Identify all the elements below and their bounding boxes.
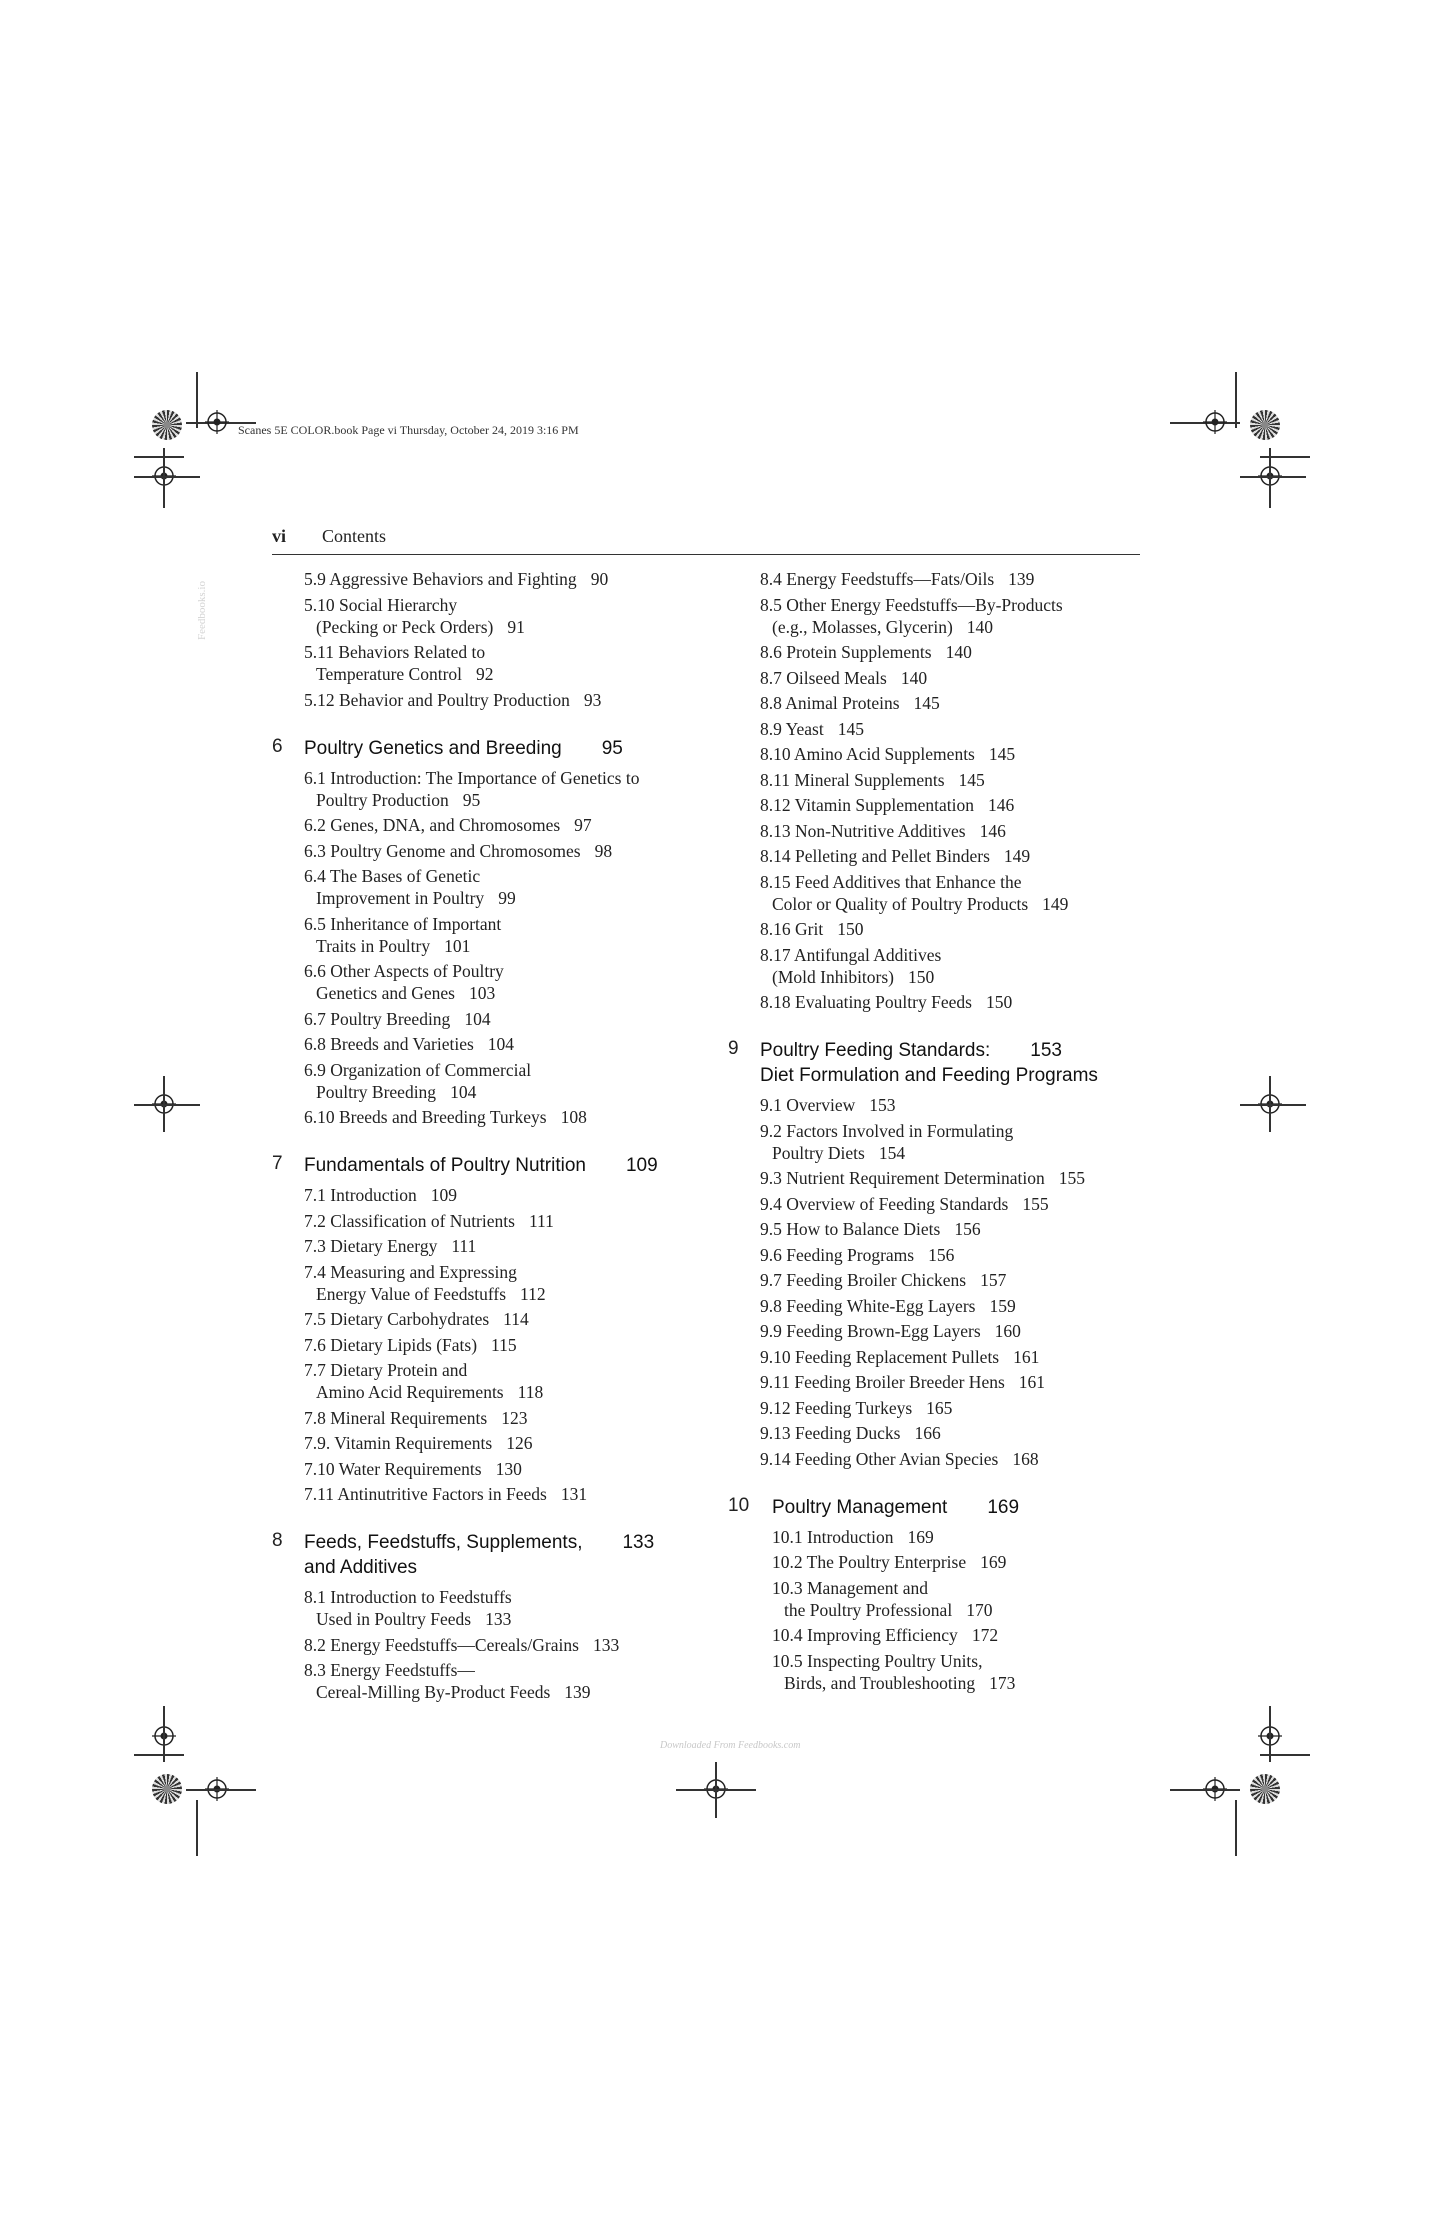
entry-title: 8.18 Evaluating Poultry Feeds: [760, 992, 972, 1012]
toc-entry: [272, 960, 692, 1004]
toc-entry: [272, 1407, 692, 1429]
entry-title: 10.1 Introduction: [772, 1526, 894, 1547]
entry-page: 153: [869, 1095, 896, 1115]
entry-page: 104: [450, 1081, 477, 1102]
entry-title-cont: Temperature Control: [316, 664, 463, 684]
entry-title: 9.1 Overview: [760, 1095, 856, 1115]
entry-title: 6.1 Introduction: The Importance of Genetics to: [304, 767, 640, 788]
entry-title-cont: (Mold Inhibitors): [772, 966, 895, 987]
entry-title: 9.10 Feeding Replacement Pullets: [760, 1346, 1000, 1367]
toc-entry: [272, 865, 692, 909]
entry-page: 139: [1008, 569, 1035, 589]
entry-title-cont: (Pecking or Peck Orders): [316, 616, 494, 637]
crop-mark: [196, 1800, 198, 1856]
toc-entry: [272, 1659, 692, 1703]
toc-entry: [728, 820, 1143, 842]
chapter-number: 9: [728, 1038, 739, 1059]
entry-title: 7.11 Antinutritive Factors in Feeds: [304, 1484, 547, 1504]
entry-page: 173: [989, 1672, 1016, 1693]
entry-title: 9.4 Overview of Feeding Standards: [760, 1193, 1009, 1214]
entry-page: 91: [507, 616, 525, 637]
toc-entry: [272, 689, 692, 711]
chapter-title: Poultry Genetics and Breeding: [304, 737, 562, 759]
entry-title: 10.3 Management and: [772, 1577, 928, 1598]
toc-entry: [728, 1448, 1143, 1470]
toc-entry: [272, 1359, 692, 1403]
toc-entry: [272, 1033, 692, 1055]
crop-mark: [1240, 1104, 1306, 1106]
color-rosette-icon: [1250, 410, 1280, 440]
entry-title-cont: Birds, and Troubleshooting: [784, 1672, 976, 1693]
entry-page: 99: [498, 888, 516, 908]
crop-mark: [715, 1762, 717, 1818]
toc-entry: [728, 1167, 1143, 1189]
chapter-number: 8: [272, 1530, 283, 1551]
entry-title: 8.8 Animal Proteins: [760, 693, 900, 713]
entry-page: 92: [476, 664, 494, 684]
entry-page: 118: [517, 1382, 544, 1402]
toc-entry: [728, 1218, 1143, 1240]
entry-title: 7.4 Measuring and Expressing: [304, 1261, 517, 1282]
entry-title: 5.12 Behavior and Poultry Production: [304, 689, 570, 710]
entry-page: 156: [928, 1244, 955, 1265]
registration-crosshair-icon: [1203, 410, 1227, 434]
toc-entry: [728, 568, 1143, 590]
toc-entry: [728, 1526, 1143, 1548]
entry-title: 8.4 Energy Feedstuffs—Fats/Oils: [760, 569, 995, 589]
entry-page: 112: [520, 1283, 546, 1304]
toc-entry: [272, 568, 692, 590]
entry-page: 90: [590, 569, 609, 589]
entry-title: 8.14 Pelleting and Pellet Binders: [760, 846, 990, 866]
entry-page: 104: [464, 1008, 491, 1029]
entry-page: 130: [495, 1458, 522, 1479]
entry-page: 150: [908, 966, 935, 987]
entry-page: 170: [966, 1599, 993, 1620]
entry-page: 149: [1003, 846, 1031, 866]
toc-entry: [272, 1261, 692, 1305]
entry-page: 157: [980, 1270, 1007, 1290]
crop-mark: [1269, 1076, 1271, 1132]
toc-entry: [728, 794, 1143, 816]
entry-page: 166: [914, 1423, 941, 1443]
entry-page: 93: [583, 689, 602, 710]
toc-entry: [272, 1235, 692, 1257]
entry-title: 6.7 Poultry Breeding: [304, 1008, 451, 1029]
entry-page: 161: [1018, 1372, 1046, 1392]
chapter-page: 133: [622, 1532, 655, 1553]
crop-mark: [163, 1076, 165, 1132]
chapter-number: 7: [272, 1153, 283, 1174]
entry-title: 10.5 Inspecting Poultry Units,: [772, 1650, 983, 1671]
entry-title: 5.10 Social Hierarchy: [304, 594, 458, 615]
entry-title: 7.8 Mineral Requirements: [304, 1407, 488, 1428]
toc-entry: [272, 767, 692, 811]
toc-entry: [728, 1346, 1143, 1368]
page-folio: vi: [272, 526, 287, 546]
chapter-heading: [272, 736, 692, 761]
entry-page: 131: [560, 1484, 588, 1504]
toc-entry: [728, 594, 1143, 638]
entry-title: 8.10 Amino Acid Supplements: [760, 744, 975, 764]
entry-title: 8.11 Mineral Supplements: [760, 769, 945, 790]
toc-entry: [728, 743, 1143, 765]
crop-mark: [134, 456, 184, 458]
entry-page: 133: [485, 1609, 512, 1629]
entry-title: 9.3 Nutrient Requirement Determination: [760, 1168, 1045, 1188]
entry-title: 8.2 Energy Feedstuffs—Cereals/Grains: [304, 1634, 579, 1655]
running-head: [272, 526, 1140, 555]
toc-entry: [272, 1432, 692, 1454]
entry-page: 172: [971, 1625, 999, 1645]
entry-title-cont: Traits in Poultry: [316, 935, 431, 956]
entry-title-cont: Poultry Breeding: [316, 1081, 437, 1102]
entry-title: 7.3 Dietary Energy: [304, 1236, 438, 1256]
entry-page: 108: [560, 1107, 587, 1127]
toc-entry: [272, 1458, 692, 1480]
chapter-title-cont: Diet Formulation and Feeding Programs: [760, 1065, 1098, 1086]
chapter-title: Poultry Management: [772, 1496, 948, 1518]
toc-entry: [272, 913, 692, 957]
entry-page: 101: [444, 935, 471, 956]
entry-page: 98: [594, 840, 613, 861]
entry-title: 8.5 Other Energy Feedstuffs—By-Products: [760, 594, 1063, 615]
entry-page: 145: [958, 769, 985, 790]
entry-title: 6.2 Genes, DNA, and Chromosomes: [304, 815, 561, 835]
toc-entry: [728, 1269, 1143, 1291]
toc-entry: [272, 1106, 692, 1128]
chapter-title-cont: and Additives: [304, 1557, 418, 1578]
entry-title: 7.9. Vitamin Requirements: [304, 1433, 493, 1453]
entry-title-cont: Energy Value of Feedstuffs: [316, 1283, 507, 1304]
entry-page: 133: [592, 1634, 620, 1655]
toc-entry: [728, 1371, 1143, 1393]
entry-page: 140: [900, 667, 928, 688]
entry-title: 5.9 Aggressive Behaviors and Fighting: [304, 569, 577, 589]
entry-page: 165: [926, 1397, 953, 1418]
toc-entry: [272, 1586, 692, 1630]
toc-entry: [728, 1244, 1143, 1266]
entry-page: 161: [1013, 1346, 1040, 1367]
toc-entry: [728, 1120, 1143, 1164]
entry-title: 8.6 Protein Supplements: [760, 642, 932, 662]
entry-title: 9.2 Factors Involved in Formulating: [760, 1120, 1014, 1141]
crop-mark: [1235, 372, 1237, 428]
toc-entry: [272, 1483, 692, 1505]
entry-page: 146: [987, 795, 1015, 815]
entry-title: 7.1 Introduction: [304, 1185, 417, 1205]
entry-title: 9.7 Feeding Broiler Chickens: [760, 1270, 967, 1290]
crop-mark: [1235, 1800, 1237, 1856]
entry-title-cont: Poultry Production: [316, 789, 449, 810]
toc-entry: [272, 641, 692, 685]
crop-mark: [1260, 1754, 1310, 1756]
chapter-page: 109: [625, 1155, 658, 1176]
chapter-heading: [272, 1530, 692, 1580]
entry-page: 146: [979, 820, 1006, 841]
toc-entry: [728, 944, 1143, 988]
toc-entry: [728, 1295, 1143, 1317]
crop-mark: [196, 372, 198, 428]
entry-title: 8.7 Oilseed Meals: [760, 667, 887, 688]
entry-title: 9.13 Feeding Ducks: [760, 1423, 901, 1443]
entry-title: 7.2 Classification of Nutrients: [304, 1210, 515, 1231]
entry-title: 8.15 Feed Additives that Enhance the: [760, 871, 1022, 892]
toc-entry: [728, 1397, 1143, 1419]
entry-page: 150: [837, 919, 864, 939]
chapter-title: Feeds, Feedstuffs, Supplements,: [304, 1532, 583, 1553]
entry-page: 160: [994, 1321, 1021, 1341]
entry-title: 6.10 Breeds and Breeding Turkeys: [304, 1107, 547, 1127]
toc-entry: [728, 845, 1143, 867]
entry-page: 159: [989, 1295, 1016, 1316]
entry-title: 8.3 Energy Feedstuffs—: [304, 1660, 475, 1680]
entry-title: 9.6 Feeding Programs: [760, 1244, 915, 1265]
toc-entry: [272, 814, 692, 836]
print-slug: Scanes 5E COLOR.book Page vi Thursday, October 24, 2019 3:16 PM: [238, 423, 579, 437]
entry-page: 168: [1012, 1448, 1039, 1469]
chapter-page: 169: [987, 1496, 1020, 1518]
entry-page: 95: [462, 789, 481, 810]
entry-title-cont: Used in Poultry Feeds: [316, 1609, 472, 1629]
toc-entry: [728, 667, 1143, 689]
toc-entry: [728, 1193, 1143, 1215]
entry-page: 111: [451, 1236, 477, 1256]
entry-title-cont: Amino Acid Requirements: [316, 1382, 504, 1402]
entry-page: 169: [980, 1552, 1007, 1572]
crop-mark: [134, 1754, 184, 1756]
entry-title: 6.6 Other Aspects of Poultry: [304, 961, 504, 981]
entry-title: 10.4 Improving Efficiency: [772, 1625, 958, 1645]
entry-title-cont: the Poultry Professional: [784, 1599, 953, 1620]
entry-page: 140: [945, 642, 972, 662]
entry-page: 145: [837, 718, 864, 739]
toc-column-right: [728, 568, 1143, 1697]
toc-entry: [728, 692, 1143, 714]
toc-entry: [272, 1059, 692, 1103]
entry-title: 9.11 Feeding Broiler Breeder Hens: [760, 1372, 1005, 1392]
entry-title: 9.9 Feeding Brown-Egg Layers: [760, 1321, 981, 1341]
entry-title: 6.8 Breeds and Varieties: [304, 1034, 474, 1054]
entry-title: 6.4 The Bases of Genetic: [304, 866, 481, 886]
entry-title: 6.9 Organization of Commercial: [304, 1059, 532, 1080]
entry-title-cont: Improvement in Poultry: [316, 888, 485, 908]
toc-entry: [728, 1422, 1143, 1444]
entry-page: 115: [491, 1334, 517, 1355]
crop-mark: [134, 476, 200, 478]
toc-entry: [272, 1308, 692, 1330]
entry-page: 109: [430, 1185, 458, 1205]
toc-entry: [272, 1334, 692, 1356]
color-rosette-icon: [1250, 1774, 1280, 1804]
entry-title: 8.17 Antifungal Additives: [760, 944, 942, 965]
entry-title-cont: Color or Quality of Poultry Products: [772, 893, 1029, 914]
toc-entry: [272, 1184, 692, 1206]
crop-mark: [163, 448, 165, 508]
crop-mark: [1240, 476, 1306, 478]
entry-page: 114: [503, 1309, 529, 1329]
crop-mark: [1170, 1789, 1240, 1791]
entry-title: 9.14 Feeding Other Avian Species: [760, 1448, 999, 1469]
toc-entry: [272, 1210, 692, 1232]
toc-entry: [728, 1650, 1143, 1694]
entry-page: 155: [1022, 1193, 1049, 1214]
entry-title: 7.7 Dietary Protein and: [304, 1360, 468, 1380]
toc-entry: [728, 641, 1143, 663]
chapter-page: 95: [601, 737, 623, 759]
entry-page: 97: [574, 815, 592, 835]
chapter-number: 6: [272, 735, 283, 757]
toc-entry: [728, 1577, 1143, 1621]
toc-column-left: [272, 568, 692, 1707]
entry-page: 150: [985, 992, 1013, 1012]
entry-page: 155: [1058, 1168, 1086, 1188]
entry-page: 104: [487, 1034, 515, 1054]
entry-page: 139: [564, 1682, 591, 1702]
entry-title: 8.16 Grit: [760, 919, 824, 939]
toc-entry: [728, 769, 1143, 791]
entry-title-cont: Poultry Diets: [772, 1142, 865, 1163]
entry-title: 6.5 Inheritance of Important: [304, 913, 502, 934]
color-rosette-icon: [152, 1774, 182, 1804]
entry-title: 8.12 Vitamin Supplementation: [760, 795, 974, 815]
entry-title-cont: (e.g., Molasses, Glycerin): [772, 616, 953, 637]
crop-mark: [186, 1789, 256, 1791]
entry-page: 103: [468, 983, 496, 1003]
entry-title-cont: Genetics and Genes: [316, 983, 455, 1003]
entry-title: 8.1 Introduction to Feedstuffs: [304, 1587, 512, 1607]
toc-entry: [272, 1634, 692, 1656]
entry-title-cont: Cereal-Milling By-Product Feeds: [316, 1682, 551, 1702]
chapter-title: Fundamentals of Poultry Nutrition: [304, 1155, 586, 1176]
registration-crosshair-icon: [205, 410, 229, 434]
entry-title: 7.6 Dietary Lipids (Fats): [304, 1334, 478, 1355]
toc-entry: [272, 1008, 692, 1030]
color-rosette-icon: [152, 410, 182, 440]
entry-page: 145: [988, 744, 1016, 764]
side-watermark: Feedbooks.io: [196, 581, 208, 640]
toc-entry: [728, 991, 1143, 1013]
entry-title: 9.8 Feeding White-Egg Layers: [760, 1295, 976, 1316]
chapter-heading: [728, 1038, 1143, 1088]
toc-entry: [728, 1551, 1143, 1573]
chapter-heading: [728, 1495, 1143, 1520]
entry-title: 9.5 How to Balance Diets: [760, 1219, 941, 1239]
toc-entry: [728, 918, 1143, 940]
crop-mark: [1269, 448, 1271, 508]
entry-page: 169: [907, 1526, 934, 1547]
entry-title: 5.11 Behaviors Related to: [304, 642, 486, 662]
toc-entry: [272, 594, 692, 638]
running-head-title: Contents: [322, 526, 387, 546]
entry-page: 140: [966, 616, 994, 637]
entry-page: 154: [878, 1142, 906, 1163]
entry-title: 8.9 Yeast: [760, 718, 824, 739]
crop-mark: [1260, 456, 1310, 458]
chapter-heading: [272, 1153, 692, 1178]
entry-page: 145: [913, 693, 940, 713]
crop-mark: [134, 1104, 200, 1106]
entry-title: 9.12 Feeding Turkeys: [760, 1397, 913, 1418]
entry-title: 10.2 The Poultry Enterprise: [772, 1552, 967, 1572]
entry-page: 156: [954, 1219, 981, 1239]
entry-title: 8.13 Non-Nutritive Additives: [760, 820, 966, 841]
entry-title: 7.10 Water Requirements: [304, 1458, 482, 1479]
toc-entry: [728, 1624, 1143, 1646]
entry-title: 6.3 Poultry Genome and Chromosomes: [304, 840, 581, 861]
toc-entry: [728, 1320, 1143, 1342]
entry-page: 123: [501, 1407, 528, 1428]
toc-entry: [272, 840, 692, 862]
entry-title: 7.5 Dietary Carbohydrates: [304, 1309, 490, 1329]
toc-entry: [728, 718, 1143, 740]
toc-entry: [728, 871, 1143, 915]
chapter-page: 153: [1030, 1040, 1062, 1061]
bottom-watermark: Downloaded From Feedbooks.com: [660, 1740, 801, 1751]
entry-page: 111: [528, 1210, 554, 1231]
entry-page: 149: [1042, 893, 1069, 914]
toc-entry: [728, 1094, 1143, 1116]
chapter-number: 10: [728, 1494, 750, 1516]
entry-page: 126: [506, 1433, 533, 1453]
chapter-title: Poultry Feeding Standards:: [760, 1040, 991, 1061]
